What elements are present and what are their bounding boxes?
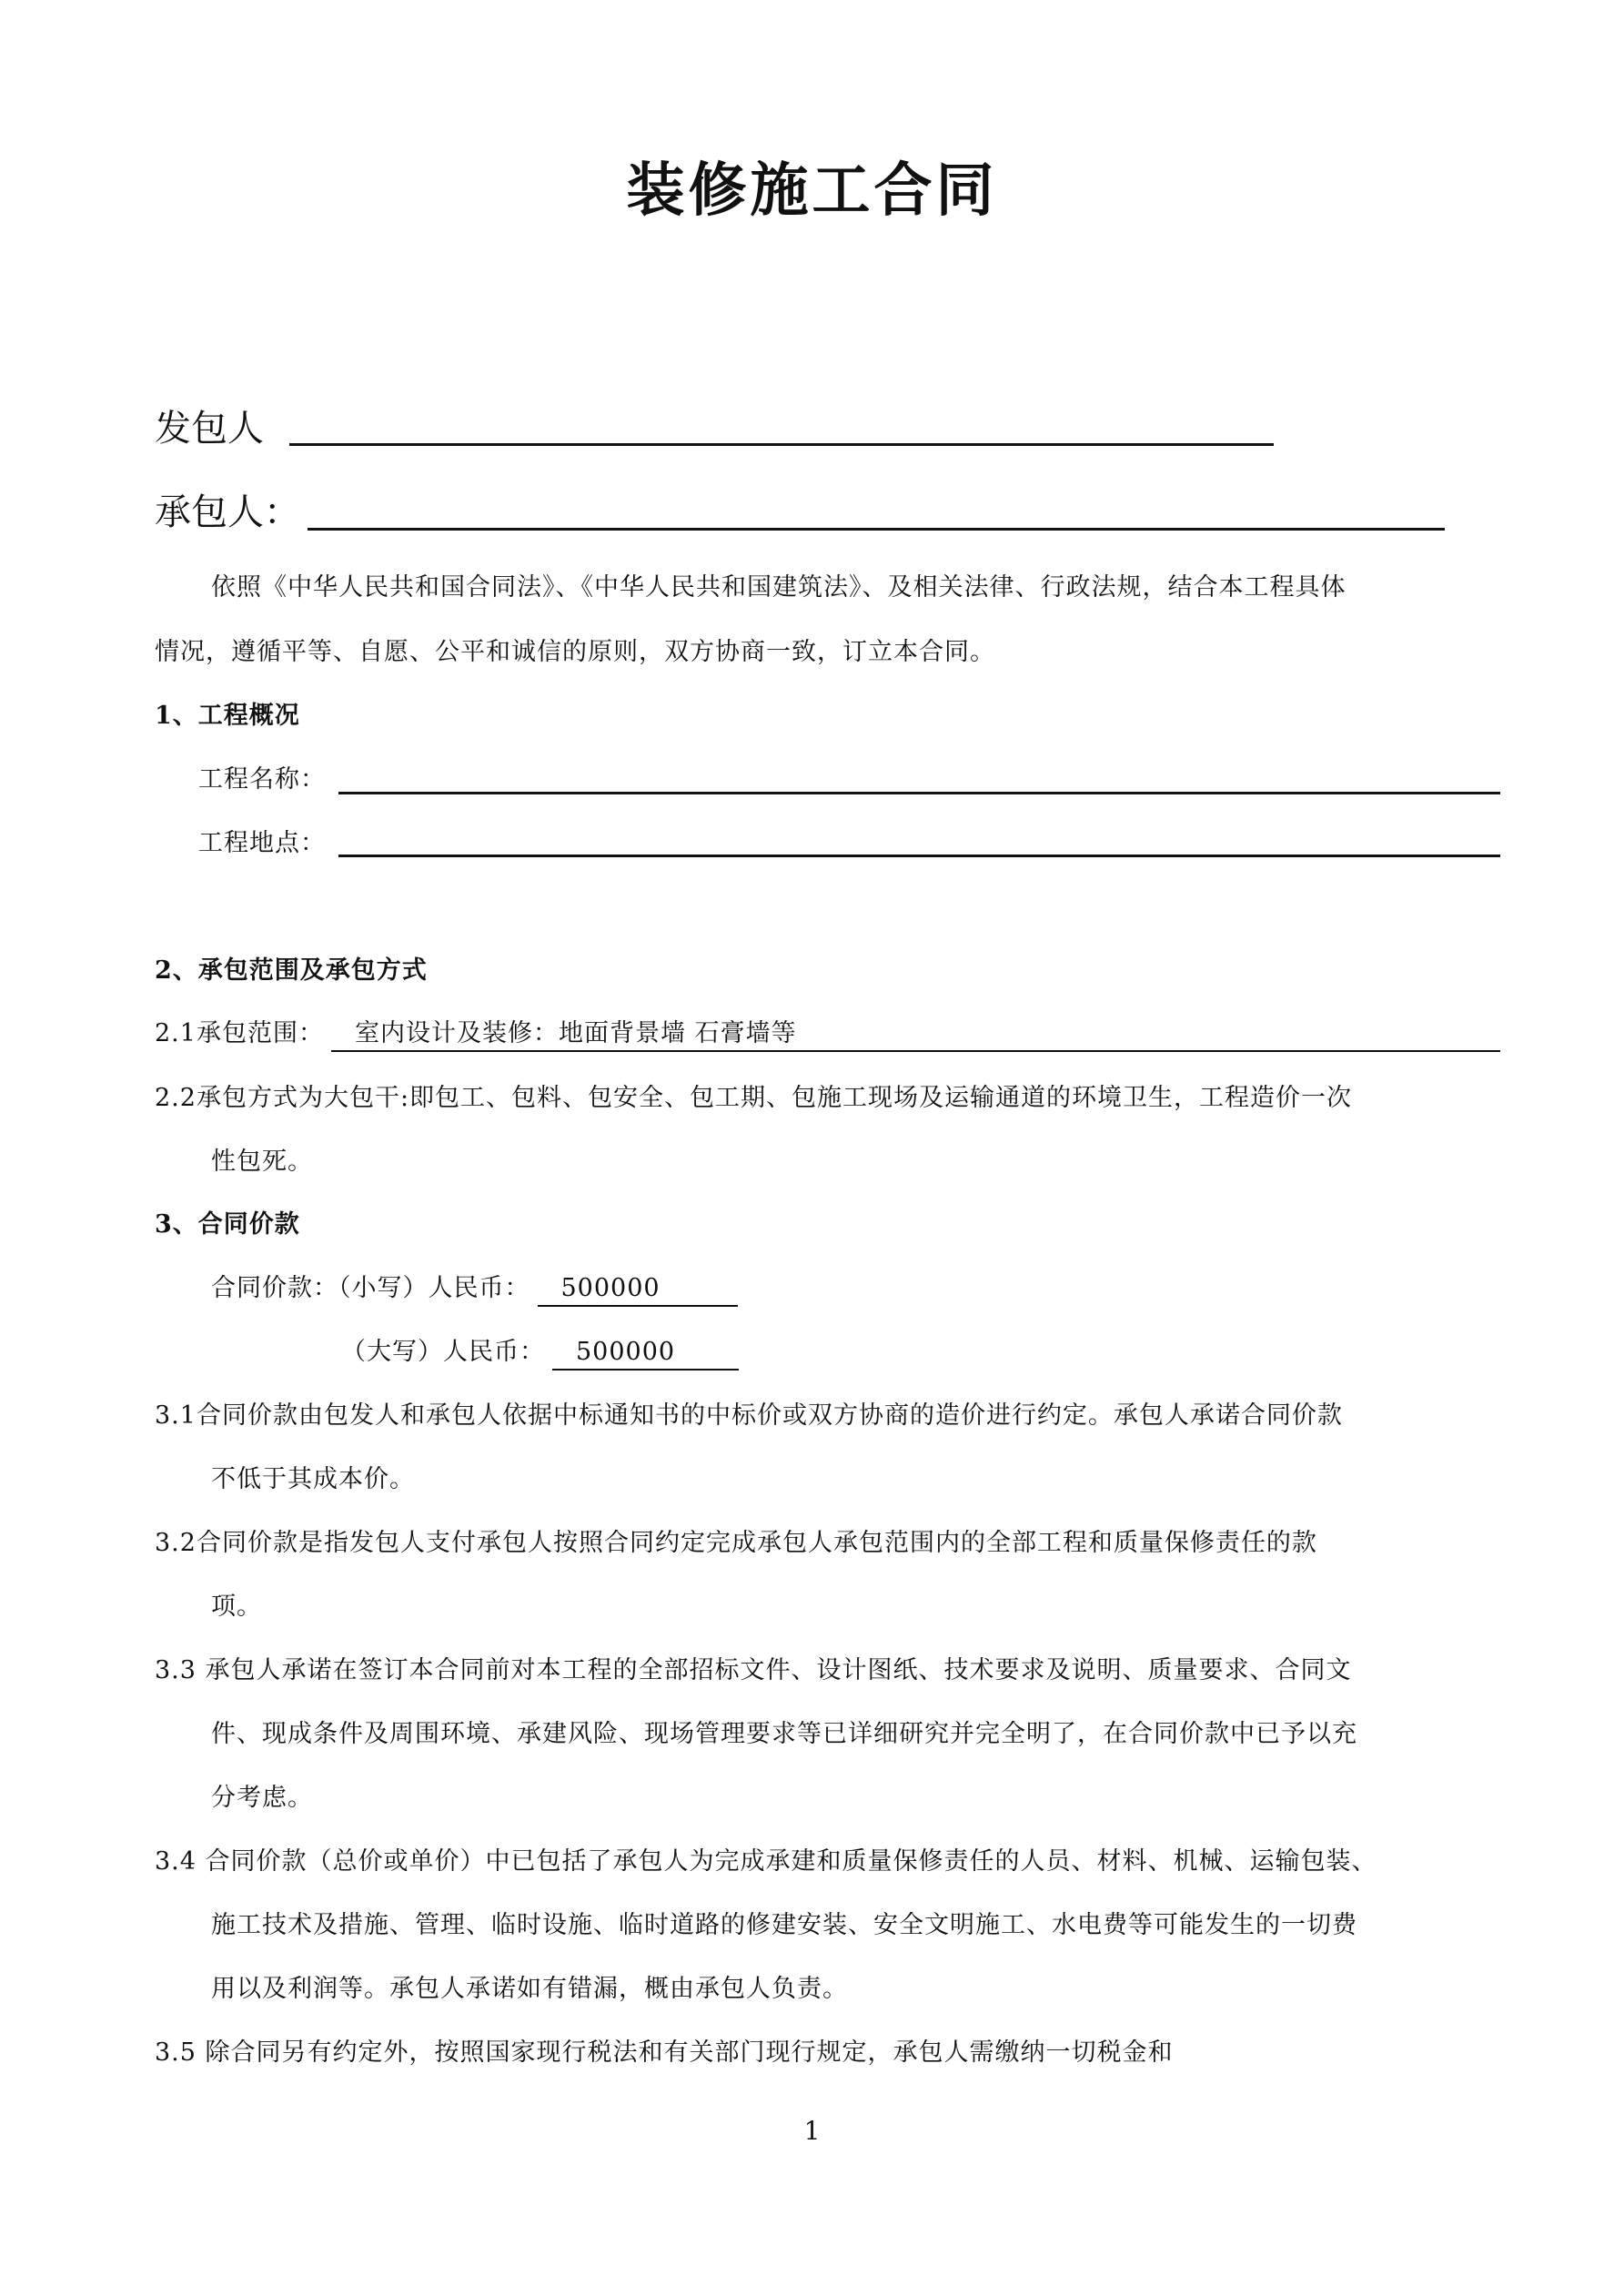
project-location-label: 工程地点： — [198, 829, 326, 857]
price-large-row — [341, 1334, 739, 1371]
clause-3-2-line-1: 3.2合同价款是指发包人支付承包人按照合同约定完成承包人承包范围内的全部工程和质量保修责任的款 — [155, 1529, 1317, 1557]
section-3-heading: 3、合同价款 — [155, 1210, 300, 1239]
scope-value: 室内设计及装修：地面背景墙 石膏墙等 — [354, 1019, 797, 1047]
page-number: 1 — [803, 2116, 821, 2146]
clause-3-3-line-2: 件、现成条件及周围环境、承建风险、现场管理要求等已详细研究并完全明了，在合同价款中已予以充 — [211, 1720, 1357, 1748]
project-location-field[interactable] — [338, 855, 1500, 857]
scope-field[interactable] — [331, 1017, 1500, 1052]
method-line-2: 性包死。 — [211, 1148, 313, 1176]
party-b-field[interactable] — [308, 528, 1445, 531]
price-small-label: 合同价款：（小写）人民币： — [211, 1274, 530, 1302]
project-name-field[interactable] — [338, 792, 1500, 794]
method-line-1: 2.2承包方式为大包干:即包工、包料、包安全、包工期、包施工现场及运输通道的环境卫生，工程造价一次 — [155, 1084, 1353, 1112]
party-a-field[interactable] — [289, 443, 1274, 446]
section-2-heading: 2、承包范围及承包方式 — [155, 956, 428, 985]
scope-label: 2.1承包范围： — [155, 1019, 324, 1047]
price-large-label: （大写）人民币： — [341, 1338, 545, 1366]
clause-3-1-line-2: 不低于其成本价。 — [211, 1465, 415, 1493]
document-title: 装修施工合同 — [626, 157, 998, 225]
price-large-field[interactable] — [552, 1336, 739, 1371]
project-name-label: 工程名称： — [198, 765, 326, 794]
clause-3-4-line-1: 3.4 合同价款（总价或单价）中已包括了承包人为完成承建和质量保修责任的人员、材料、机械、运输包装、 — [155, 1847, 1377, 1876]
clause-3-4-line-3: 用以及利润等。承包人承诺如有错漏，概由承包人负责。 — [211, 1975, 848, 2003]
price-small-value: 500000 — [560, 1274, 661, 1302]
price-large-value: 500000 — [576, 1338, 676, 1366]
party-b-label: 承包人： — [155, 491, 300, 533]
price-small-row — [211, 1270, 738, 1307]
preamble-line-1: 依照《中华人民共和国合同法》、《中华人民共和国建筑法》、及相关法律、行政法规，结合本工程具体 — [211, 573, 1347, 602]
scope-row — [155, 1016, 1500, 1052]
price-small-field[interactable] — [538, 1272, 738, 1307]
clause-3-3-line-1: 3.3 承包人承诺在签订本合同前对本工程的全部招标文件、设计图纸、技术要求及说明、质量要求、合同文 — [155, 1656, 1352, 1684]
clause-3-4-line-2: 施工技术及措施、管理、临时设施、临时道路的修建安装、安全文明施工、水电费等可能发生的一切费 — [211, 1911, 1357, 1939]
clause-3-1-line-1: 3.1合同价款由包发人和承包人依据中标通知书的中标价或双方协商的造价进行约定。承包人承诺合同价款 — [155, 1401, 1343, 1430]
preamble-line-2: 情况，遵循平等、自愿、公平和诚信的原则，双方协商一致，订立本合同。 — [155, 638, 995, 666]
clause-3-3-line-3: 分考虑。 — [211, 1784, 313, 1812]
party-a-label: 发包人 — [155, 408, 264, 450]
section-1-heading: 1、工程概况 — [155, 702, 300, 730]
clause-3-5-line-1: 3.5 除合同另有约定外，按照国家现行税法和有关部门现行规定，承包人需缴纳一切税金和 — [155, 2038, 1174, 2067]
clause-3-2-line-2: 项。 — [211, 1593, 262, 1621]
